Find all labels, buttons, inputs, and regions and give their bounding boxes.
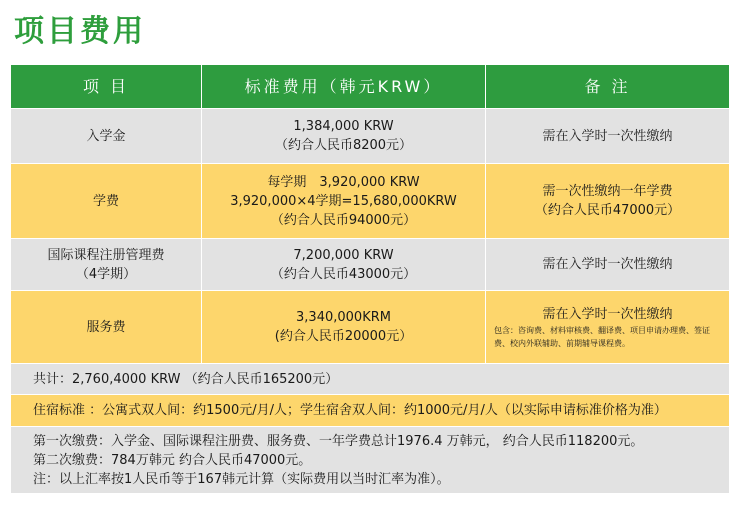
- total-row: [11, 364, 730, 395]
- item-line: （4学期）: [75, 266, 137, 282]
- table-header: [11, 65, 730, 109]
- note-second-payment: 第二次缴费：784万韩元 约合人民币47000元。: [33, 452, 312, 468]
- note-line: （约合人民币47000元）: [534, 203, 681, 218]
- note-line: 需在入学时一次性缴纳: [542, 257, 673, 272]
- notes-row: [11, 427, 730, 494]
- fee-table: [10, 64, 730, 494]
- total-text: 共计：2,760,4000 KRW （约合人民币165200元）: [11, 364, 730, 395]
- accommodation-text: 住宿标准 ：公寓式双人间：约1500元/月/人；学生宿舍双人间：约1000元/月/人（以实际申请标准价格为准）: [11, 395, 730, 427]
- header-item: 项 目: [11, 65, 202, 109]
- fee-line: 3,340,000KRM: [296, 310, 391, 325]
- fee-line: 每学期 3,920,000 KRW: [267, 174, 420, 190]
- accommodation-row: [11, 395, 730, 427]
- table-row: [11, 109, 730, 164]
- row-note: [486, 291, 730, 364]
- page-title: 项目费用: [14, 14, 146, 49]
- fee-line: （约合人民币8200元）: [274, 138, 413, 153]
- fee-line: 3,920,000×4学期=15,680,000KRW: [230, 193, 457, 209]
- note-first-payment: 第一次缴费：入学金、国际课程注册费、服务费、一年学费总计1976.4 万韩元， 约合人民币118200元。: [33, 433, 644, 449]
- row-note: [486, 239, 730, 291]
- note-line: 需在入学时一次性缴纳: [542, 128, 673, 144]
- fee-line: （约合人民币94000元）: [270, 212, 417, 228]
- notes-cell: [11, 427, 730, 494]
- note-line: 需一次性缴纳一年学费: [542, 184, 673, 199]
- row-item: 入学金: [11, 109, 202, 164]
- header-note: 备 注: [486, 65, 730, 109]
- note-exchange-rate: 注：以上汇率按1人民币等于167韩元计算（实际费用以当时汇率为准）。: [33, 471, 450, 487]
- table-row: [11, 239, 730, 291]
- row-note: [486, 109, 730, 164]
- row-fee: [202, 164, 486, 239]
- fee-line: (约合人民币20000元）: [274, 329, 413, 344]
- item-line: 国际课程注册管理费: [47, 247, 165, 263]
- table-row: [11, 164, 730, 239]
- fee-line: 7,200,000 KRW: [293, 247, 394, 263]
- row-item: 学费: [11, 164, 202, 239]
- table-row: [11, 291, 730, 364]
- row-fee: [202, 239, 486, 291]
- note-line: 需在入学时一次性缴纳: [542, 306, 673, 322]
- note-detail: 包含：咨询费、材料审核费、翻译费、项目申请办理费、签证费、校内外联辅助、前期辅导课程费。: [494, 325, 710, 348]
- row-fee: [202, 109, 486, 164]
- row-item: 服务费: [11, 291, 202, 364]
- row-note: [486, 164, 730, 239]
- row-item: [11, 239, 202, 291]
- fee-line: 1,384,000 KRW: [293, 119, 394, 134]
- row-fee: [202, 291, 486, 364]
- header-fee: 标准费用（韩元KRW）: [202, 65, 486, 109]
- fee-line: （约合人民币43000元）: [270, 266, 417, 282]
